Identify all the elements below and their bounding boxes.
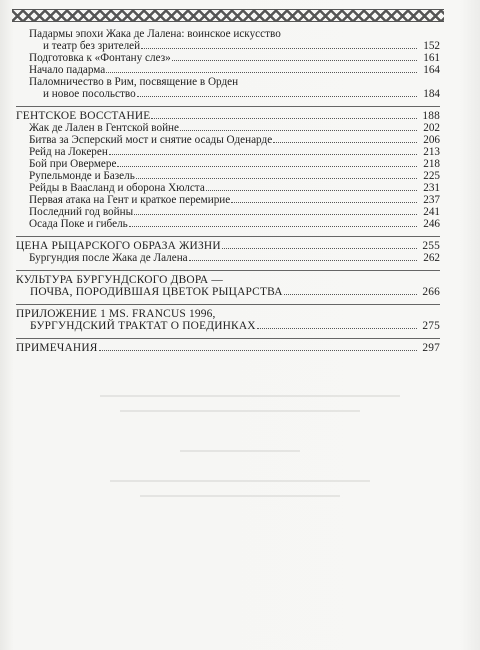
toc-entry [16,252,440,264]
section-divider [16,236,440,237]
page-number: 246 [423,218,440,230]
toc-entry [16,218,440,230]
page-number: 152 [423,40,440,52]
toc-entry-row [29,40,440,52]
page-number: 231 [423,182,440,194]
toc-section-row [16,320,440,332]
bleed-through-text [140,495,340,497]
bleed-through-text [120,410,360,412]
page-number: 255 [422,240,440,252]
toc-section-title: КУЛЬТУРА БУРГУНДСКОГО ДВОРА — [16,274,223,286]
page-number: 161 [423,52,440,64]
leader-dots [136,178,417,179]
page-number: 184 [423,88,440,100]
toc-entry-title: Подготовка к «Фонтану слез» [29,52,171,64]
toc-section-title: ЦЕНА РЫЦАРСКОГО ОБРАЗА ЖИЗНИ [16,240,221,252]
leader-dots [109,154,417,155]
toc-entry-title: и театр без зрителей [43,40,141,52]
leader-dots [134,214,417,215]
toc-section-items [16,122,440,230]
toc-entry [16,76,440,100]
page-number: 297 [422,342,440,354]
toc-entry-title: Рейды в Ваасланд и оборона Хюлста [29,182,205,194]
leader-dots [189,260,417,261]
leader-dots [273,142,417,143]
toc-entry [16,158,440,170]
page-number: 202 [423,122,440,134]
leader-dots [106,72,417,73]
toc-entry-title: Рейд на Локерен [29,146,108,158]
leader-dots [117,166,417,167]
toc-entry [16,122,440,134]
leader-dots [141,48,417,49]
toc-entry-title: Первая атака на Гент и краткое перемирие [29,194,231,206]
toc-section [16,110,440,122]
leader-dots [257,328,417,329]
toc-section-title: ПОЧВА, ПОРОДИВШАЯ ЦВЕТОК РЫЦАРСТВА [30,286,283,298]
toc-entry-title: и новое посольство [43,88,136,100]
table-of-contents [16,28,440,354]
toc-section-items [16,252,440,264]
toc-entry-title: Паломничество в Рим, посвящение в Орден [29,76,239,88]
section-divider [16,270,440,271]
toc-section [16,274,440,298]
page-number: 275 [422,320,440,332]
leader-dots [206,190,417,191]
page-number: 164 [423,64,440,76]
leader-dots [99,350,417,351]
toc-entry [16,194,440,206]
toc-entry-title: Битва за Эсперский мост и снятие осады Оденарде [29,134,273,146]
toc-entry-title: Жак де Лален в Гентской войне [29,122,180,134]
page-number: 213 [423,146,440,158]
decorative-border [12,9,444,22]
leader-dots [137,96,417,97]
toc-entry-title: Бургундия после Жака де Лалена [29,252,188,264]
page-number: 237 [423,194,440,206]
section-divider [16,106,440,107]
toc-entry [16,146,440,158]
toc-entry-title: Падармы эпохи Жака де Лалена: воинское искусство [29,28,281,40]
bleed-through-text [110,480,370,482]
leader-dots [222,248,417,249]
toc-section [16,342,440,354]
toc-entry [16,134,440,146]
toc-section-title: ПРИЛОЖЕНИЕ 1 MS. FRANCUS 1996, [16,308,216,320]
section-divider [16,338,440,339]
toc-entry [16,28,440,52]
bleed-through-text [180,450,300,452]
toc-entry-row [29,88,440,100]
toc-section [16,308,440,332]
toc-entry-title: Начало падарма [29,64,106,76]
toc-section-title: БУРГУНДСКИЙ ТРАКТАТ О ПОЕДИНКАХ [30,320,256,332]
toc-entry [16,52,440,64]
toc-entry [16,182,440,194]
page-number: 262 [423,252,440,264]
toc-entry [16,170,440,182]
leader-dots [151,118,417,119]
toc-entry [16,64,440,76]
section-divider [16,304,440,305]
toc-section-row [16,286,440,298]
toc-section-title: ПРИМЕЧАНИЯ [16,342,98,354]
toc-entry-title: Рупельмонде и Базель [29,170,135,182]
page-number: 206 [423,134,440,146]
leader-dots [284,294,417,295]
toc-entry-title: Бой при Овермере [29,158,117,170]
page-number: 188 [422,110,440,122]
toc-section-title: ГЕНТСКОЕ ВОССТАНИЕ [16,110,151,122]
toc-section [16,240,440,252]
toc-entry-title: Последний год войны [29,206,134,218]
bleed-through-text [100,395,400,397]
toc-entry [16,206,440,218]
page-number: 218 [423,158,440,170]
page-number: 241 [423,206,440,218]
leader-dots [129,226,417,227]
leader-dots [231,202,417,203]
toc-entry-title: Осада Поке и гибель [29,218,128,230]
leader-dots [180,130,417,131]
leader-dots [172,60,417,61]
page-number: 266 [422,286,440,298]
page-number: 225 [423,170,440,182]
